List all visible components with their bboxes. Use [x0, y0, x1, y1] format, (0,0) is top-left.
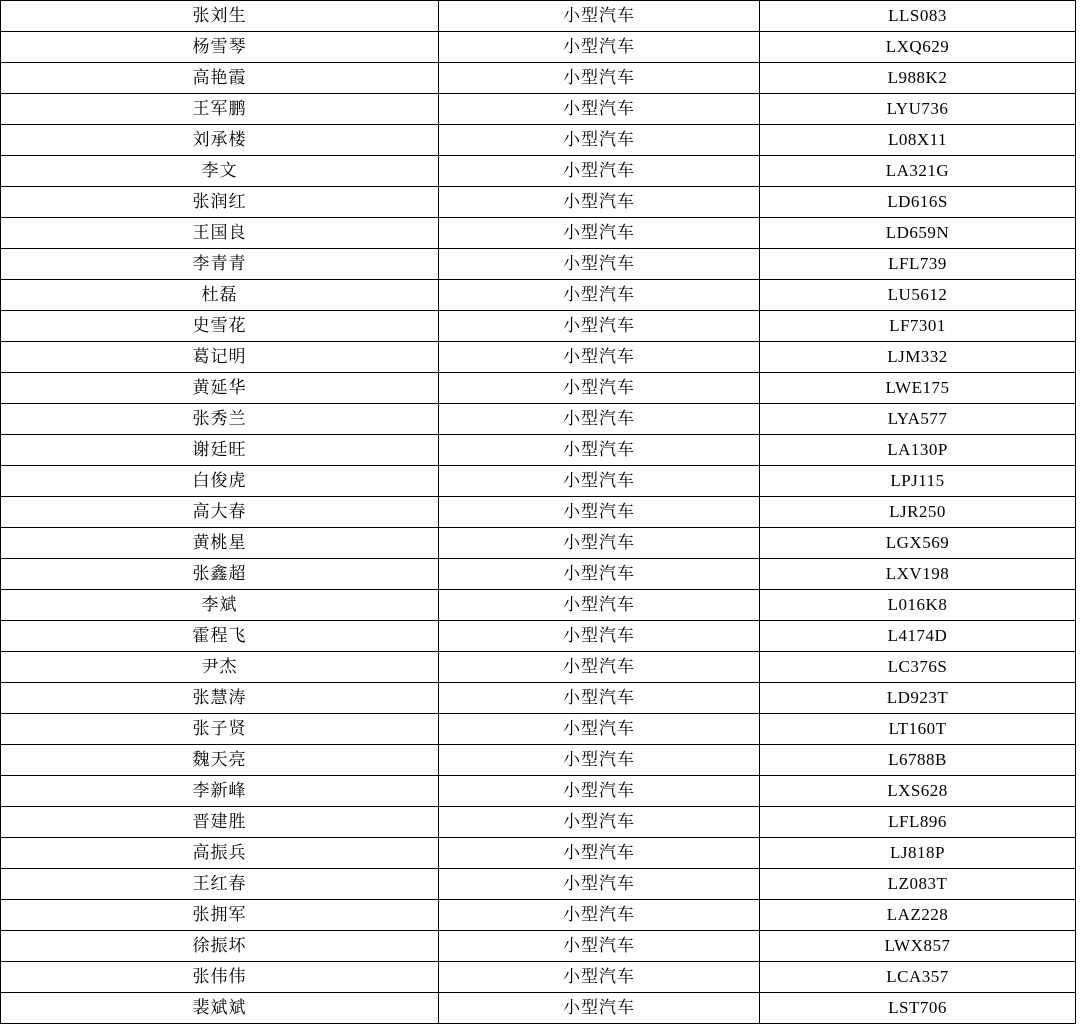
cell-plate-number: LWX857: [760, 931, 1076, 962]
cell-owner-name: 王国良: [1, 218, 439, 249]
cell-plate-number: L988K2: [760, 63, 1076, 94]
cell-owner-name: 张秀兰: [1, 404, 439, 435]
cell-owner-name: 张润红: [1, 187, 439, 218]
cell-plate-number: LST706: [760, 993, 1076, 1024]
cell-vehicle-type: 小型汽车: [439, 931, 760, 962]
cell-owner-name: 王红春: [1, 869, 439, 900]
cell-vehicle-type: 小型汽车: [439, 807, 760, 838]
cell-owner-name: 李新峰: [1, 776, 439, 807]
cell-owner-name: 杜磊: [1, 280, 439, 311]
cell-owner-name: 高振兵: [1, 838, 439, 869]
table-row: [1, 125, 1076, 156]
cell-plate-number: LD659N: [760, 218, 1076, 249]
table-row: [1, 218, 1076, 249]
cell-vehicle-type: 小型汽车: [439, 621, 760, 652]
table-row: [1, 342, 1076, 373]
cell-plate-number: LU5612: [760, 280, 1076, 311]
cell-plate-number: LT160T: [760, 714, 1076, 745]
cell-plate-number: LJ818P: [760, 838, 1076, 869]
cell-owner-name: 高艳霞: [1, 63, 439, 94]
table-row: [1, 652, 1076, 683]
table-row: [1, 404, 1076, 435]
cell-vehicle-type: 小型汽车: [439, 1, 760, 32]
cell-plate-number: LJR250: [760, 497, 1076, 528]
cell-plate-number: LYA577: [760, 404, 1076, 435]
cell-owner-name: 裴斌斌: [1, 993, 439, 1024]
cell-vehicle-type: 小型汽车: [439, 776, 760, 807]
cell-vehicle-type: 小型汽车: [439, 683, 760, 714]
cell-owner-name: 徐振坏: [1, 931, 439, 962]
cell-plate-number: LAZ228: [760, 900, 1076, 931]
cell-plate-number: L08X11: [760, 125, 1076, 156]
table-row: [1, 497, 1076, 528]
cell-plate-number: LFL739: [760, 249, 1076, 280]
cell-plate-number: LLS083: [760, 1, 1076, 32]
cell-plate-number: LZ083T: [760, 869, 1076, 900]
cell-owner-name: 魏天亮: [1, 745, 439, 776]
cell-owner-name: 高大春: [1, 497, 439, 528]
cell-plate-number: LYU736: [760, 94, 1076, 125]
cell-owner-name: 晋建胜: [1, 807, 439, 838]
cell-plate-number: LXV198: [760, 559, 1076, 590]
cell-vehicle-type: 小型汽车: [439, 342, 760, 373]
table-row: [1, 1, 1076, 32]
cell-vehicle-type: 小型汽车: [439, 838, 760, 869]
cell-owner-name: 张刘生: [1, 1, 439, 32]
table-row: [1, 931, 1076, 962]
cell-owner-name: 杨雪琴: [1, 32, 439, 63]
cell-plate-number: LA130P: [760, 435, 1076, 466]
cell-vehicle-type: 小型汽车: [439, 373, 760, 404]
table-row: [1, 900, 1076, 931]
cell-vehicle-type: 小型汽车: [439, 900, 760, 931]
table-row: [1, 714, 1076, 745]
cell-plate-number: LXS628: [760, 776, 1076, 807]
cell-owner-name: 李青青: [1, 249, 439, 280]
cell-owner-name: 黄延华: [1, 373, 439, 404]
table-row: [1, 683, 1076, 714]
cell-plate-number: LJM332: [760, 342, 1076, 373]
cell-vehicle-type: 小型汽车: [439, 404, 760, 435]
cell-owner-name: 刘承楼: [1, 125, 439, 156]
table-row: [1, 807, 1076, 838]
cell-owner-name: 张鑫超: [1, 559, 439, 590]
cell-plate-number: LC376S: [760, 652, 1076, 683]
cell-owner-name: 张伟伟: [1, 962, 439, 993]
cell-owner-name: 谢廷旺: [1, 435, 439, 466]
table-row: [1, 156, 1076, 187]
cell-vehicle-type: 小型汽车: [439, 714, 760, 745]
table-row: [1, 621, 1076, 652]
table-row: [1, 311, 1076, 342]
cell-plate-number: LWE175: [760, 373, 1076, 404]
table-body: [1, 1, 1076, 1024]
table-row: [1, 590, 1076, 621]
table-row: [1, 32, 1076, 63]
cell-vehicle-type: 小型汽车: [439, 559, 760, 590]
cell-vehicle-type: 小型汽车: [439, 745, 760, 776]
cell-vehicle-type: 小型汽车: [439, 993, 760, 1024]
cell-owner-name: 葛记明: [1, 342, 439, 373]
cell-plate-number: LFL896: [760, 807, 1076, 838]
cell-vehicle-type: 小型汽车: [439, 249, 760, 280]
cell-owner-name: 王军鹏: [1, 94, 439, 125]
table-row: [1, 435, 1076, 466]
cell-owner-name: 李文: [1, 156, 439, 187]
table-row: [1, 280, 1076, 311]
cell-owner-name: 尹杰: [1, 652, 439, 683]
cell-vehicle-type: 小型汽车: [439, 311, 760, 342]
cell-vehicle-type: 小型汽车: [439, 435, 760, 466]
cell-owner-name: 李斌: [1, 590, 439, 621]
cell-vehicle-type: 小型汽车: [439, 590, 760, 621]
cell-vehicle-type: 小型汽车: [439, 280, 760, 311]
cell-vehicle-type: 小型汽车: [439, 652, 760, 683]
cell-vehicle-type: 小型汽车: [439, 156, 760, 187]
table-row: [1, 466, 1076, 497]
table-row: [1, 838, 1076, 869]
cell-vehicle-type: 小型汽车: [439, 125, 760, 156]
cell-plate-number: LF7301: [760, 311, 1076, 342]
cell-vehicle-type: 小型汽车: [439, 466, 760, 497]
table-row: [1, 962, 1076, 993]
cell-owner-name: 黄桃星: [1, 528, 439, 559]
cell-owner-name: 史雪花: [1, 311, 439, 342]
table-row: [1, 869, 1076, 900]
table-row: [1, 63, 1076, 94]
cell-owner-name: 霍程飞: [1, 621, 439, 652]
table-row: [1, 187, 1076, 218]
cell-vehicle-type: 小型汽车: [439, 497, 760, 528]
cell-vehicle-type: 小型汽车: [439, 63, 760, 94]
cell-vehicle-type: 小型汽车: [439, 32, 760, 63]
cell-plate-number: LD616S: [760, 187, 1076, 218]
cell-plate-number: L6788B: [760, 745, 1076, 776]
table-row: [1, 373, 1076, 404]
table-row: [1, 559, 1076, 590]
table-row: [1, 776, 1076, 807]
table-row: [1, 993, 1076, 1024]
table-row: [1, 249, 1076, 280]
cell-vehicle-type: 小型汽车: [439, 528, 760, 559]
cell-vehicle-type: 小型汽车: [439, 218, 760, 249]
cell-vehicle-type: 小型汽车: [439, 962, 760, 993]
cell-plate-number: LA321G: [760, 156, 1076, 187]
cell-vehicle-type: 小型汽车: [439, 187, 760, 218]
table-row: [1, 528, 1076, 559]
cell-plate-number: LCA357: [760, 962, 1076, 993]
cell-owner-name: 白俊虎: [1, 466, 439, 497]
cell-plate-number: L4174D: [760, 621, 1076, 652]
cell-owner-name: 张子贤: [1, 714, 439, 745]
table-row: [1, 745, 1076, 776]
cell-plate-number: LD923T: [760, 683, 1076, 714]
cell-owner-name: 张拥军: [1, 900, 439, 931]
table-row: [1, 94, 1076, 125]
cell-vehicle-type: 小型汽车: [439, 94, 760, 125]
cell-plate-number: LGX569: [760, 528, 1076, 559]
cell-owner-name: 张慧涛: [1, 683, 439, 714]
cell-plate-number: L016K8: [760, 590, 1076, 621]
cell-plate-number: LXQ629: [760, 32, 1076, 63]
cell-vehicle-type: 小型汽车: [439, 869, 760, 900]
cell-plate-number: LPJ115: [760, 466, 1076, 497]
